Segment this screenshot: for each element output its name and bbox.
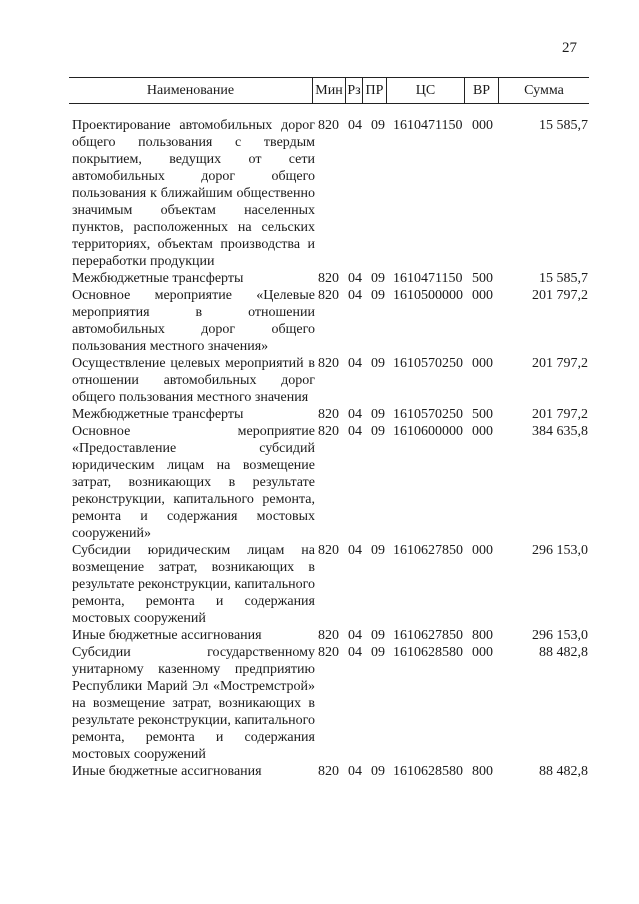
row-rz: 04: [348, 271, 362, 286]
row-vr: 500: [472, 271, 493, 286]
row-name: Иные бюджетные ассигнования: [72, 628, 262, 643]
row-name: Субсидии государственному унитарному казенному предприятию Республики Марий Эл «Мостремстрой» на возмещение затрат, возникающих в результате реконструкции, капитального ремонта, ремонта и содержания мостовых сооружений: [72, 645, 315, 762]
row-min: 820: [318, 645, 339, 660]
row-name: Осуществление целевых мероприятий в отношении автомобильных дорог общего пользования местного значения: [72, 356, 315, 405]
header-name: Наименование: [146, 83, 235, 98]
row-rz: 04: [348, 645, 362, 660]
row-name: Субсидии юридическим лицам на возмещение затрат, возникающих в результате реконструкции, капитального ремонта, ремонта и содержания мостовых сооружений: [72, 543, 315, 626]
table-row: [72, 644, 588, 763]
row-sum: 201 797,2: [532, 288, 588, 303]
row-sum: 296 153,0: [532, 628, 588, 643]
row-min: 820: [318, 288, 339, 303]
row-pr: 09: [371, 288, 385, 303]
row-rz: 04: [348, 407, 362, 422]
header-cs: ЦС: [386, 78, 464, 103]
row-min: 820: [318, 543, 339, 558]
row-cs: 1610570250: [393, 356, 463, 371]
row-pr: 09: [371, 543, 385, 558]
row-sum: 88 482,8: [539, 645, 588, 660]
row-pr: 09: [371, 628, 385, 643]
row-sum: 296 153,0: [532, 543, 588, 558]
row-cs: 1610500000: [393, 288, 463, 303]
row-cs: 1610471150: [393, 118, 463, 133]
row-vr: 000: [472, 424, 493, 439]
row-min: 820: [318, 764, 339, 779]
row-vr: 000: [472, 118, 493, 133]
row-pr: 09: [371, 424, 385, 439]
row-cs: 1610628580: [393, 645, 463, 660]
row-name: Основное мероприятие «Целевые мероприятия в отношении автомобильных дорог общего пользования местного значения»: [72, 288, 315, 354]
row-sum: 88 482,8: [539, 764, 588, 779]
row-min: 820: [318, 118, 339, 133]
row-vr: 800: [472, 764, 493, 779]
table-row: [72, 287, 588, 355]
row-sum: 201 797,2: [532, 356, 588, 371]
row-pr: 09: [371, 356, 385, 371]
row-vr: 000: [472, 288, 493, 303]
row-rz: 04: [348, 764, 362, 779]
row-rz: 04: [348, 356, 362, 371]
row-vr: 500: [472, 407, 493, 422]
table-row: [72, 627, 588, 644]
header-sum: Сумма: [498, 78, 589, 103]
row-cs: 1610627850: [393, 628, 463, 643]
table-row: [72, 355, 588, 406]
header-pr: ПР: [362, 78, 386, 103]
row-rz: 04: [348, 118, 362, 133]
row-vr: 800: [472, 628, 493, 643]
row-min: 820: [318, 424, 339, 439]
header-vr: ВР: [464, 78, 498, 103]
row-pr: 09: [371, 407, 385, 422]
row-sum: 15 585,7: [539, 271, 588, 286]
row-rz: 04: [348, 288, 362, 303]
row-pr: 09: [371, 118, 385, 133]
row-name: Межбюджетные трансферты: [72, 271, 244, 286]
row-name: Межбюджетные трансферты: [72, 407, 244, 422]
header-min: Мин: [312, 78, 345, 103]
row-min: 820: [318, 628, 339, 643]
row-vr: 000: [472, 356, 493, 371]
table-row: [72, 270, 588, 287]
row-cs: 1610471150: [393, 271, 463, 286]
row-sum: 201 797,2: [532, 407, 588, 422]
table-row: [72, 406, 588, 423]
row-vr: 000: [472, 645, 493, 660]
page-number: 27: [562, 40, 577, 56]
row-rz: 04: [348, 543, 362, 558]
row-min: 820: [318, 356, 339, 371]
table-row: [72, 763, 588, 780]
row-sum: 15 585,7: [539, 118, 588, 133]
row-name: Иные бюджетные ассигнования: [72, 764, 262, 779]
table-row: [72, 117, 588, 270]
table-row: [72, 542, 588, 627]
row-cs: 1610600000: [393, 424, 463, 439]
row-cs: 1610627850: [393, 543, 463, 558]
header-rz: Рз: [345, 78, 362, 103]
row-sum: 384 635,8: [532, 424, 588, 439]
row-pr: 09: [371, 764, 385, 779]
row-min: 820: [318, 271, 339, 286]
row-rz: 04: [348, 424, 362, 439]
row-min: 820: [318, 407, 339, 422]
row-name: Основное мероприятие «Предоставление субсидий юридическим лицам на возмещение затрат, возникающих в результате реконструкции, капитального ремонта, ремонта и содержания мостовых сооружений»: [72, 424, 315, 541]
row-cs: 1610570250: [393, 407, 463, 422]
table-body: [72, 117, 588, 780]
row-name: Проектирование автомобильных дорог общего пользования с твердым покрытием, ведущих от сети автомобильных дорог общего пользования к ближайшим общественно значимым объектам населенных пунктов, расположенных на сельских территориях, объектам производства и переработки продукции: [72, 118, 315, 269]
row-pr: 09: [371, 271, 385, 286]
row-rz: 04: [348, 628, 362, 643]
table-header: [69, 77, 589, 104]
table-row: [72, 423, 588, 542]
row-vr: 000: [472, 543, 493, 558]
row-pr: 09: [371, 645, 385, 660]
row-cs: 1610628580: [393, 764, 463, 779]
